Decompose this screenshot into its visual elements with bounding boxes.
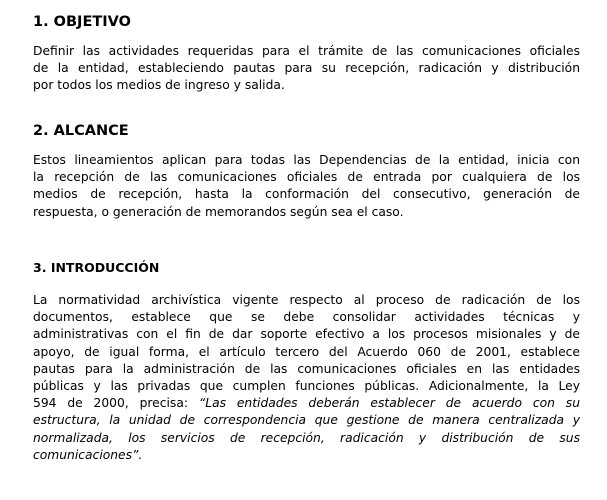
objetivo-paragraph [33, 43, 580, 95]
section-title: OBJETIVO [53, 14, 131, 30]
section-title: ALCANCE [53, 123, 129, 139]
paragraph-text: 594 de 2000, precisa: [33, 396, 199, 411]
introduccion-paragraph [33, 292, 580, 464]
quote-line: estructura, la unidad de correspondencia que gestione de manera centralizada y [33, 413, 580, 428]
alcance-paragraph [33, 152, 580, 221]
paragraph-line: La normatividad archivística vigente respecto al proceso de radicación de los [33, 293, 580, 307]
paragraph-line: públicas y las privadas que cumplen funciones públicas. Adicionalmente, la Ley [33, 379, 580, 394]
paragraph-line-with-quote-start [33, 395, 580, 412]
paragraph-line: Estos lineamientos aplican para todas las Dependencias de la entidad, inicia con [33, 153, 580, 167]
paragraph-line: medios de recepción, hasta la conformación del consecutivo, generación de [33, 187, 580, 202]
paragraph-line: Definir las actividades requeridas para el trámite de las comunicaciones oficiales [33, 44, 580, 58]
paragraph-line: la recepción de las comunicaciones oficiales de entrada por cualquiera de los [33, 170, 580, 185]
quote-line: normalizada, los servicios de recepción, radicación y distribución de sus [33, 430, 580, 445]
section-number: 1. [33, 14, 49, 30]
section-number: 3. [33, 260, 47, 275]
section-heading-alcance [33, 123, 129, 139]
quote-text: “Las entidades deberán establecer de acuerdo con su [198, 396, 580, 411]
paragraph-line: administrativas con el fin de dar soporte efectivo a los procesos misionales y de [33, 327, 580, 342]
section-heading-introduccion [33, 260, 159, 275]
paragraph-line: pautas para la administración de las comunicaciones oficiales en las entidades [33, 361, 580, 376]
paragraph-line: por todos los medios de ingreso y salida. [33, 78, 285, 93]
paragraph-line: documentos, establece que se debe consolidar actividades técnicas y [33, 310, 580, 325]
paragraph-line: respuesta, o generación de memorandos según sea el caso. [33, 204, 404, 219]
section-number: 2. [33, 123, 49, 139]
paragraph-line: de la entidad, estableciendo pautas para su recepción, radicación y distribución [33, 61, 580, 76]
paragraph-line: apoyo, de igual forma, el artículo tercero del Acuerdo 060 de 2001, establece [33, 344, 580, 359]
quote-line: comunicaciones”. [33, 447, 143, 462]
section-heading-objetivo [33, 14, 131, 30]
section-title: INTRODUCCIÓN [50, 260, 160, 275]
